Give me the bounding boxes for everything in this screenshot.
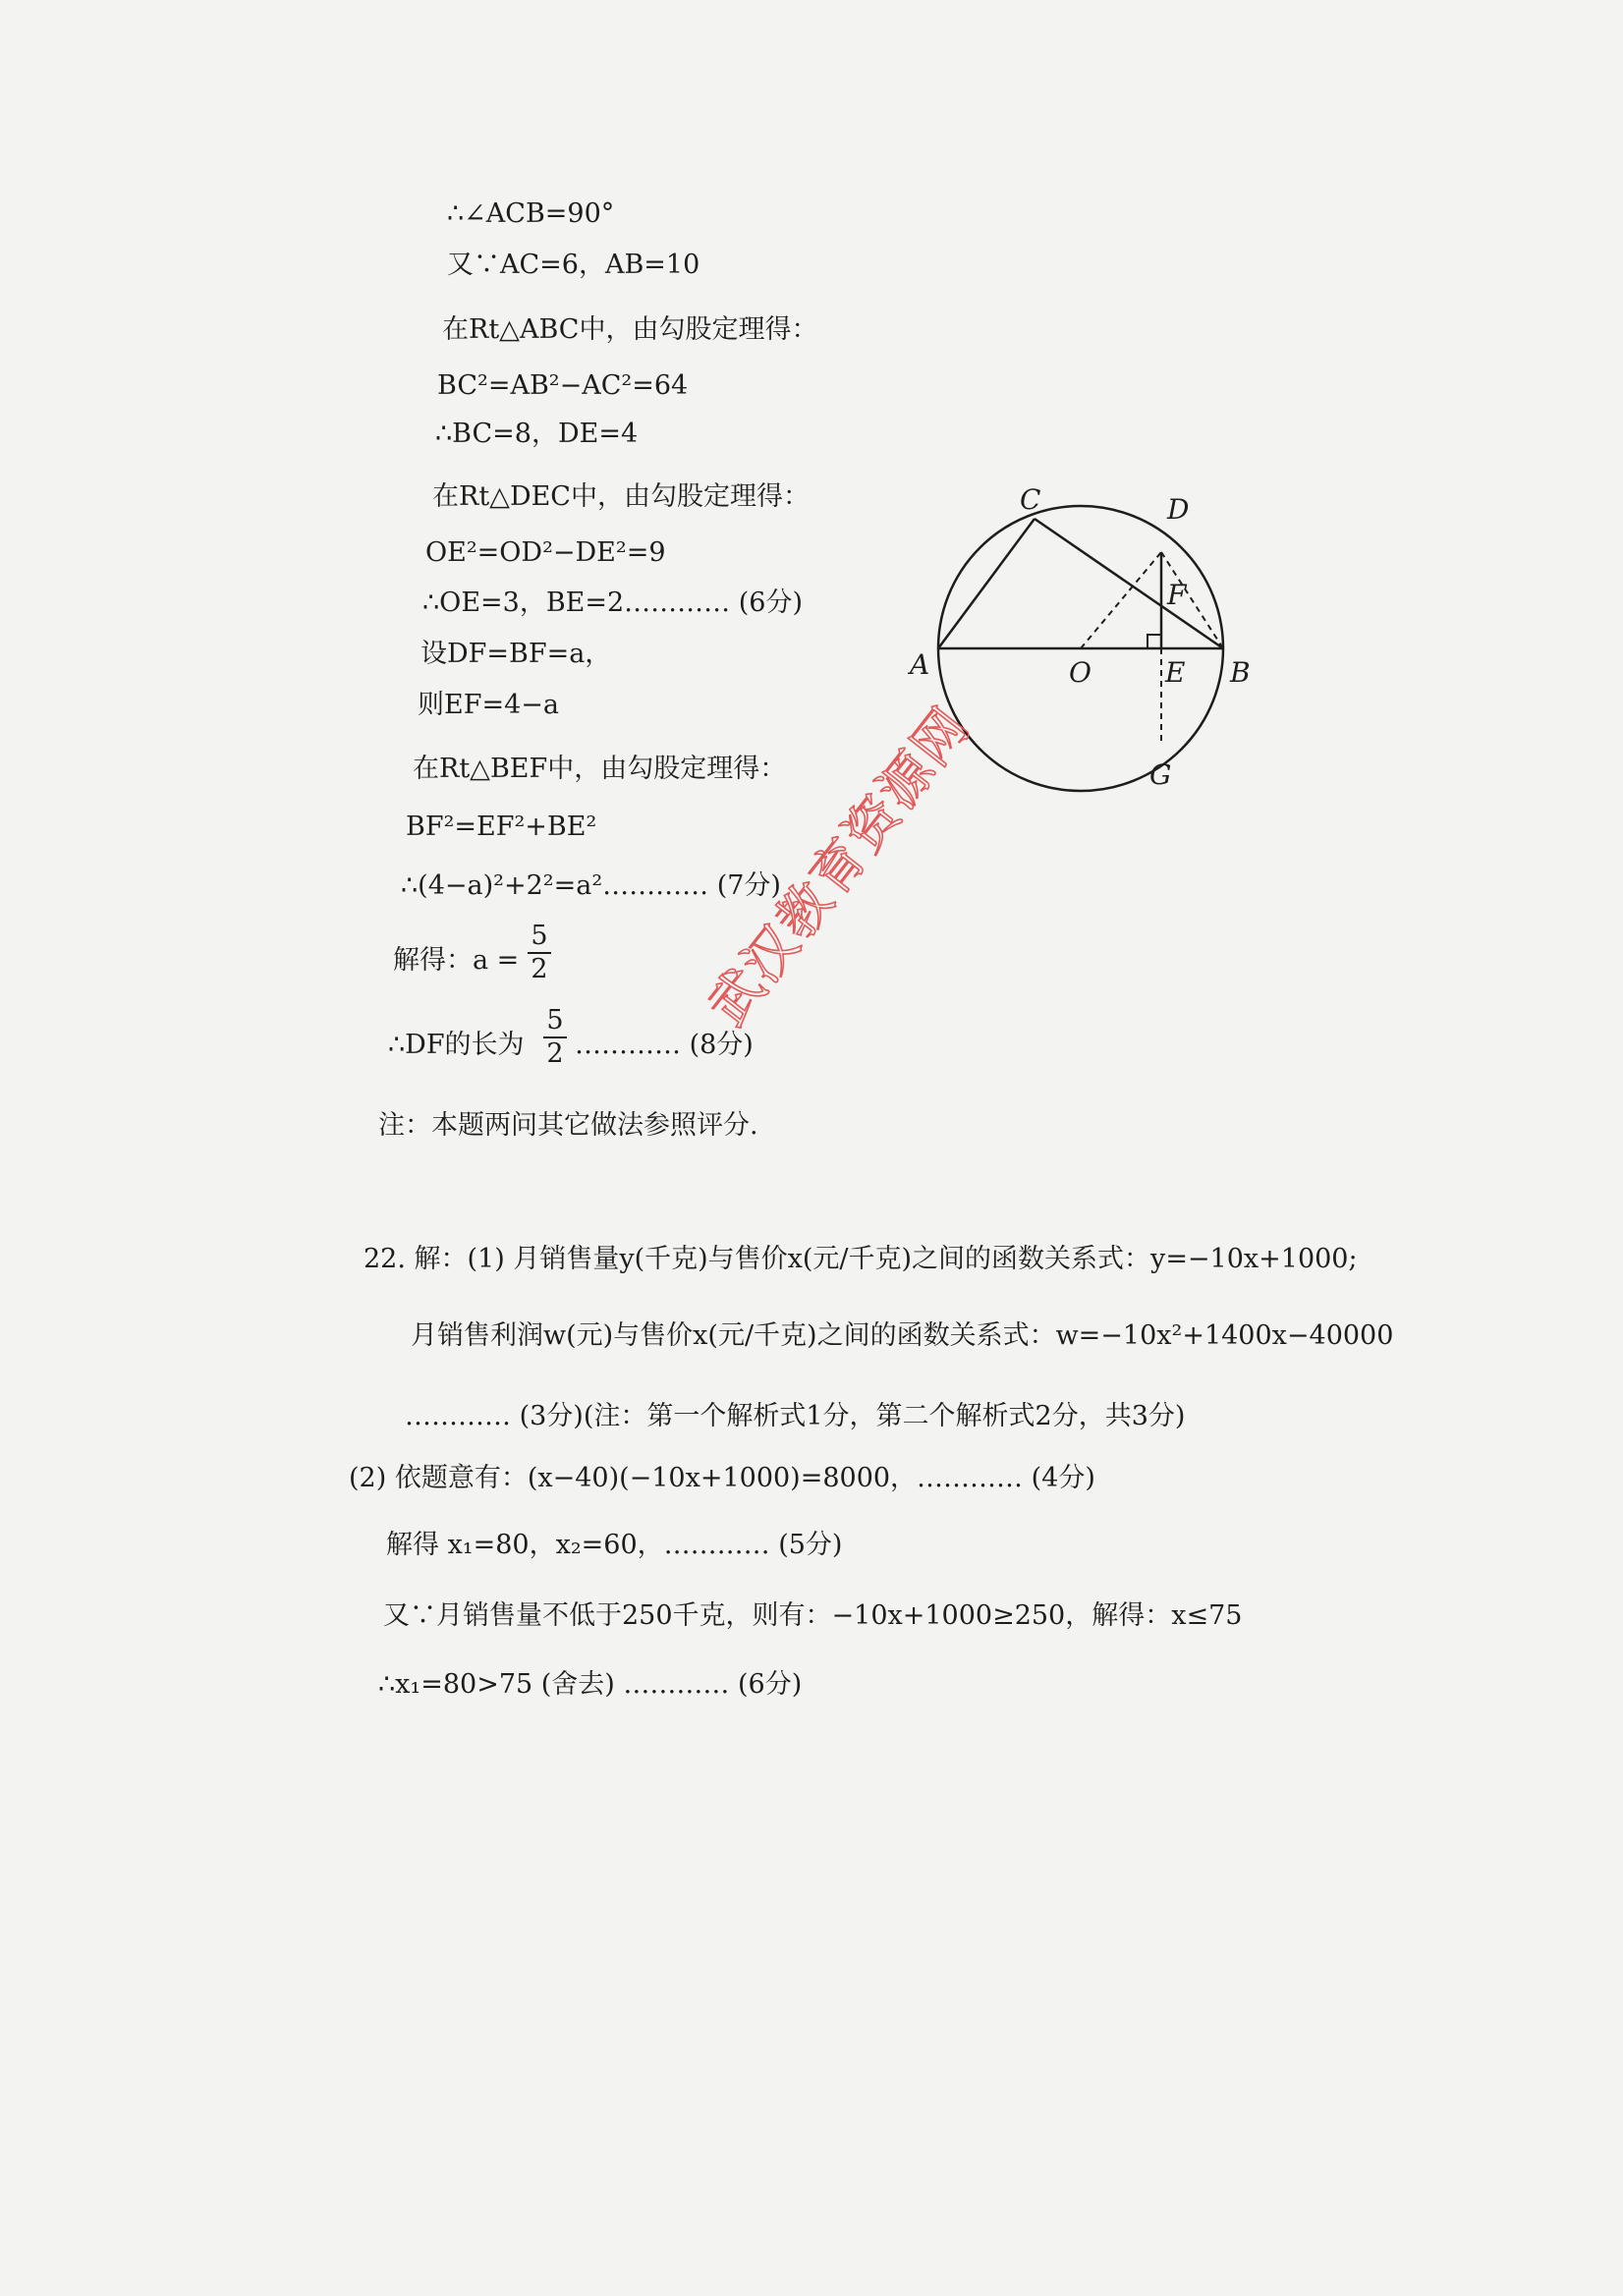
label-o: O: [1069, 656, 1091, 689]
line-given-lengths: 又∵AC=6，AB=10: [447, 250, 700, 280]
line-angle-acb: ∴∠ACB=90°: [447, 198, 615, 229]
label-f: F: [1167, 579, 1187, 611]
line-pythagoras-dec: 在Rt△DEC中，由勾股定理得：: [432, 481, 810, 512]
label-a: A: [910, 648, 930, 681]
label-g: G: [1149, 758, 1172, 791]
line-df-score: ………… (8分): [575, 1030, 754, 1060]
fraction-a: [528, 922, 551, 984]
q22-part2-solutions: 解得 x₁=80，x₂=60，………… (5分): [386, 1530, 843, 1560]
q22-part2-constraint: 又∵月销售量不低于250千克，则有：−10x+1000≥250，解得：x≤75: [383, 1600, 1243, 1631]
fraction-numerator: 5: [531, 921, 548, 951]
line-pythagoras-abc: 在Rt△ABC中，由勾股定理得：: [442, 314, 818, 345]
label-b: B: [1230, 656, 1251, 689]
line-bc-de: ∴BC=8，DE=4: [435, 419, 639, 449]
q22-part1-sales: 22. 解：(1) 月销售量y(千克)与售价x(元/千克)之间的函数关系式：y=−10x+1000;: [364, 1244, 1358, 1274]
label-e: E: [1165, 656, 1186, 689]
q22-part1-profit: 月销售利润w(元)与售价x(元/千克)之间的函数关系式：w=−10x²+1400x−40000: [411, 1320, 1394, 1351]
line-oe-squared: OE²=OD²−DE²=9: [425, 537, 666, 568]
line-bf-squared: BF²=EF²+BE²: [406, 812, 597, 842]
q22-part1-score-note: ………… (3分)(注：第一个解析式1分，第二个解析式2分，共3分): [405, 1401, 1186, 1431]
label-c: C: [1020, 483, 1041, 516]
line-oe-be: ∴OE=3，BE=2………… (6分): [422, 588, 804, 618]
line-solve-a: 解得：a =: [393, 945, 520, 976]
fraction-df-numerator: 5: [546, 1005, 564, 1036]
line-ef: 则EF=4−a: [418, 690, 559, 720]
line-bc-squared: BC²=AB²−AC²=64: [437, 370, 689, 401]
watermark: 武汉教育资源网: [696, 695, 982, 1037]
q22-part2-equation: (2) 依题意有：(x−40)(−10x+1000)=8000，………… (4分): [349, 1463, 1095, 1493]
chord-cb: [1035, 519, 1223, 648]
line-pythagoras-bef: 在Rt△BEF中，由勾股定理得：: [413, 754, 787, 784]
note-line: 注：本题两问其它做法参照评分.: [378, 1110, 758, 1141]
fraction-df: [543, 1006, 567, 1069]
label-d: D: [1167, 493, 1190, 526]
line-set-df: 设DF=BF=a，: [420, 639, 612, 669]
right-angle-mark: [1147, 635, 1161, 648]
q22-part2-conclusion: ∴x₁=80>75 (舍去) ………… (6分): [378, 1669, 803, 1700]
line-equation: ∴(4−a)²+2²=a²………… (7分): [401, 870, 781, 901]
fraction-denominator: 2: [531, 954, 548, 984]
line-df-length: ∴DF的长为: [388, 1030, 525, 1060]
fraction-df-denominator: 2: [546, 1038, 564, 1069]
